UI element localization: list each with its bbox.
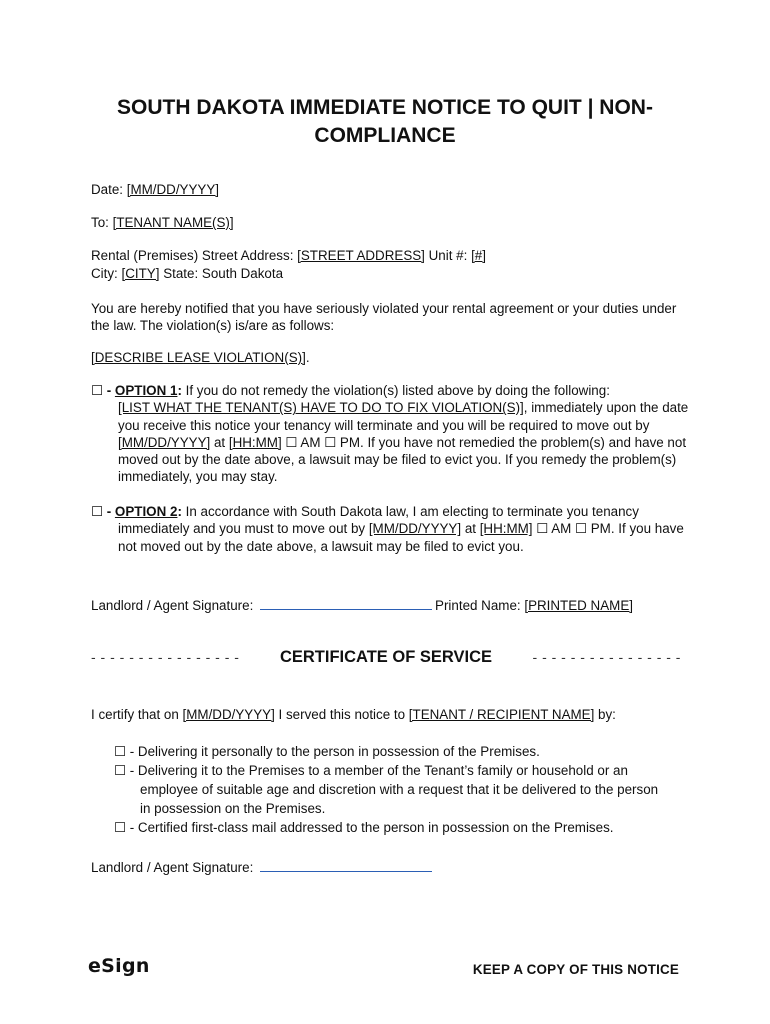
certify-suffix: by: xyxy=(594,707,616,722)
method-household-rest: employee of suitable age and discretion with a request that it be delivered to the person in possession on the Premises. xyxy=(140,782,659,816)
tenant-name-field[interactable]: [TENANT NAME(S)] xyxy=(112,215,234,230)
violation-suffix: . xyxy=(305,350,310,365)
street-label: Rental (Premises) Street Address: xyxy=(91,248,298,263)
notice-paragraph: You are hereby notified that you have seriously violated your rental agreement or your duties under the law. The violation(s) is/are as follows: xyxy=(91,301,677,333)
keep-copy-notice: KEEP A COPY OF THIS NOTICE xyxy=(472,962,679,977)
option-1 xyxy=(91,382,691,486)
option-2 xyxy=(91,503,691,555)
option-2-ampm[interactable]: ☐ AM ☐ PM. xyxy=(532,521,615,537)
method-mail-text: ☐ - Certified first-class mail addressed to the person in possession on the Premises. xyxy=(114,820,614,835)
signature-field-1[interactable] xyxy=(260,595,432,610)
certify-line xyxy=(91,706,616,723)
option-2-text: In accordance with South Dakota law, I am electing to terminate you tenancy xyxy=(181,504,639,519)
method-personal[interactable] xyxy=(114,742,674,761)
option-2-checkbox[interactable]: ☐ xyxy=(91,504,104,519)
street-address-line xyxy=(91,247,486,264)
certify-prefix: I certify that on xyxy=(91,707,183,722)
option-1-body xyxy=(91,399,691,485)
option-2-at: at xyxy=(461,521,480,537)
state-text: State: South Dakota xyxy=(159,266,284,281)
option-1-colon: : xyxy=(177,383,182,398)
option-1-checkbox[interactable]: ☐ xyxy=(91,383,104,398)
recipient-name-field[interactable]: [TENANT / RECIPIENT NAME] xyxy=(408,707,595,722)
esign-logo: eSign xyxy=(88,955,150,977)
option-1-at: at xyxy=(210,434,229,450)
option-2-dash: - xyxy=(103,504,115,519)
option-1-dash: - xyxy=(103,383,115,398)
city-state-line xyxy=(91,265,283,282)
violation-line xyxy=(91,349,310,366)
certificate-title: CERTIFICATE OF SERVICE xyxy=(279,648,493,666)
option-1-label: OPTION 1 xyxy=(114,383,178,398)
violation-field[interactable]: [DESCRIBE LEASE VIOLATION(S)] xyxy=(91,350,306,365)
option-2-colon: : xyxy=(177,504,182,519)
date-field[interactable]: [MM/DD/YYYY] xyxy=(126,182,219,197)
city-field[interactable]: [CITY] xyxy=(121,266,160,281)
signature-field-2[interactable] xyxy=(260,857,432,872)
fix-violation-field[interactable]: [LIST WHAT THE TENANT(S) HAVE TO DO TO FIX VIOLATION(S)] xyxy=(118,400,524,416)
signature-line-2 xyxy=(91,857,435,876)
option-1-text: If you do not remedy the violation(s) listed above by doing the following: xyxy=(181,383,610,398)
option-2-time-field[interactable]: [HH:MM] xyxy=(479,521,533,537)
option-1-date-field[interactable]: [MM/DD/YYYY] xyxy=(118,434,211,450)
dashes-left: - - - - - - - - - - - - - - - - xyxy=(91,649,240,665)
option-1-time-field[interactable]: [HH:MM] xyxy=(228,434,282,450)
to-label: To: xyxy=(91,215,113,230)
printed-name-label: Printed Name: xyxy=(435,598,525,613)
option-1-ampm[interactable]: ☐ AM ☐ PM. xyxy=(281,434,364,450)
option-2-text3: If you have not moved out by the date above, a lawsuit may be filed to evict you. xyxy=(118,521,684,554)
city-label: City: xyxy=(91,266,122,281)
option-1-text2: , immediately upon the date you receive this notice your tenancy will terminate and you will be required to move out by xyxy=(118,400,689,433)
option-1-text3: If you have not remedied the problem(s) and have not moved out by the date above, a lawsuit may be filed to evict you. If you remedy the problem(s) immediately, you may stay. xyxy=(118,434,687,485)
method-mail[interactable] xyxy=(114,818,674,837)
method-personal-text: ☐ - Delivering it personally to the person in possession of the Premises. xyxy=(114,744,540,759)
certify-middle: I served this notice to xyxy=(274,707,409,722)
street-address-field[interactable]: [STREET ADDRESS] xyxy=(297,248,425,263)
date-line xyxy=(91,181,219,198)
date-label: Date: xyxy=(91,182,127,197)
certify-date-field[interactable]: [MM/DD/YYYY] xyxy=(182,707,275,722)
option-2-text2: immediately and you must to move out by xyxy=(118,521,369,537)
option-2-label: OPTION 2 xyxy=(114,504,178,519)
signature-line-1 xyxy=(91,595,633,614)
certificate-heading xyxy=(91,647,681,667)
document-title: SOUTH DAKOTA IMMEDIATE NOTICE TO QUIT | NON-COMPLIANCE xyxy=(117,96,653,147)
unit-label: Unit #: xyxy=(424,248,472,263)
unit-field[interactable]: [#] xyxy=(471,248,486,263)
option-2-body xyxy=(91,520,691,555)
signature-label-1: Landlord / Agent Signature: xyxy=(91,598,258,613)
option-2-date-field[interactable]: [MM/DD/YYYY] xyxy=(368,521,462,537)
to-line xyxy=(91,214,234,231)
signature-label-2: Landlord / Agent Signature: xyxy=(91,860,258,875)
printed-name-field[interactable]: [PRINTED NAME] xyxy=(524,598,633,613)
method-household-text: ☐ - Delivering it to the Premises to a member of the Tenant’s family or household or an xyxy=(114,763,628,778)
dashes-right: - - - - - - - - - - - - - - - - xyxy=(532,649,681,665)
method-household[interactable] xyxy=(114,761,674,818)
